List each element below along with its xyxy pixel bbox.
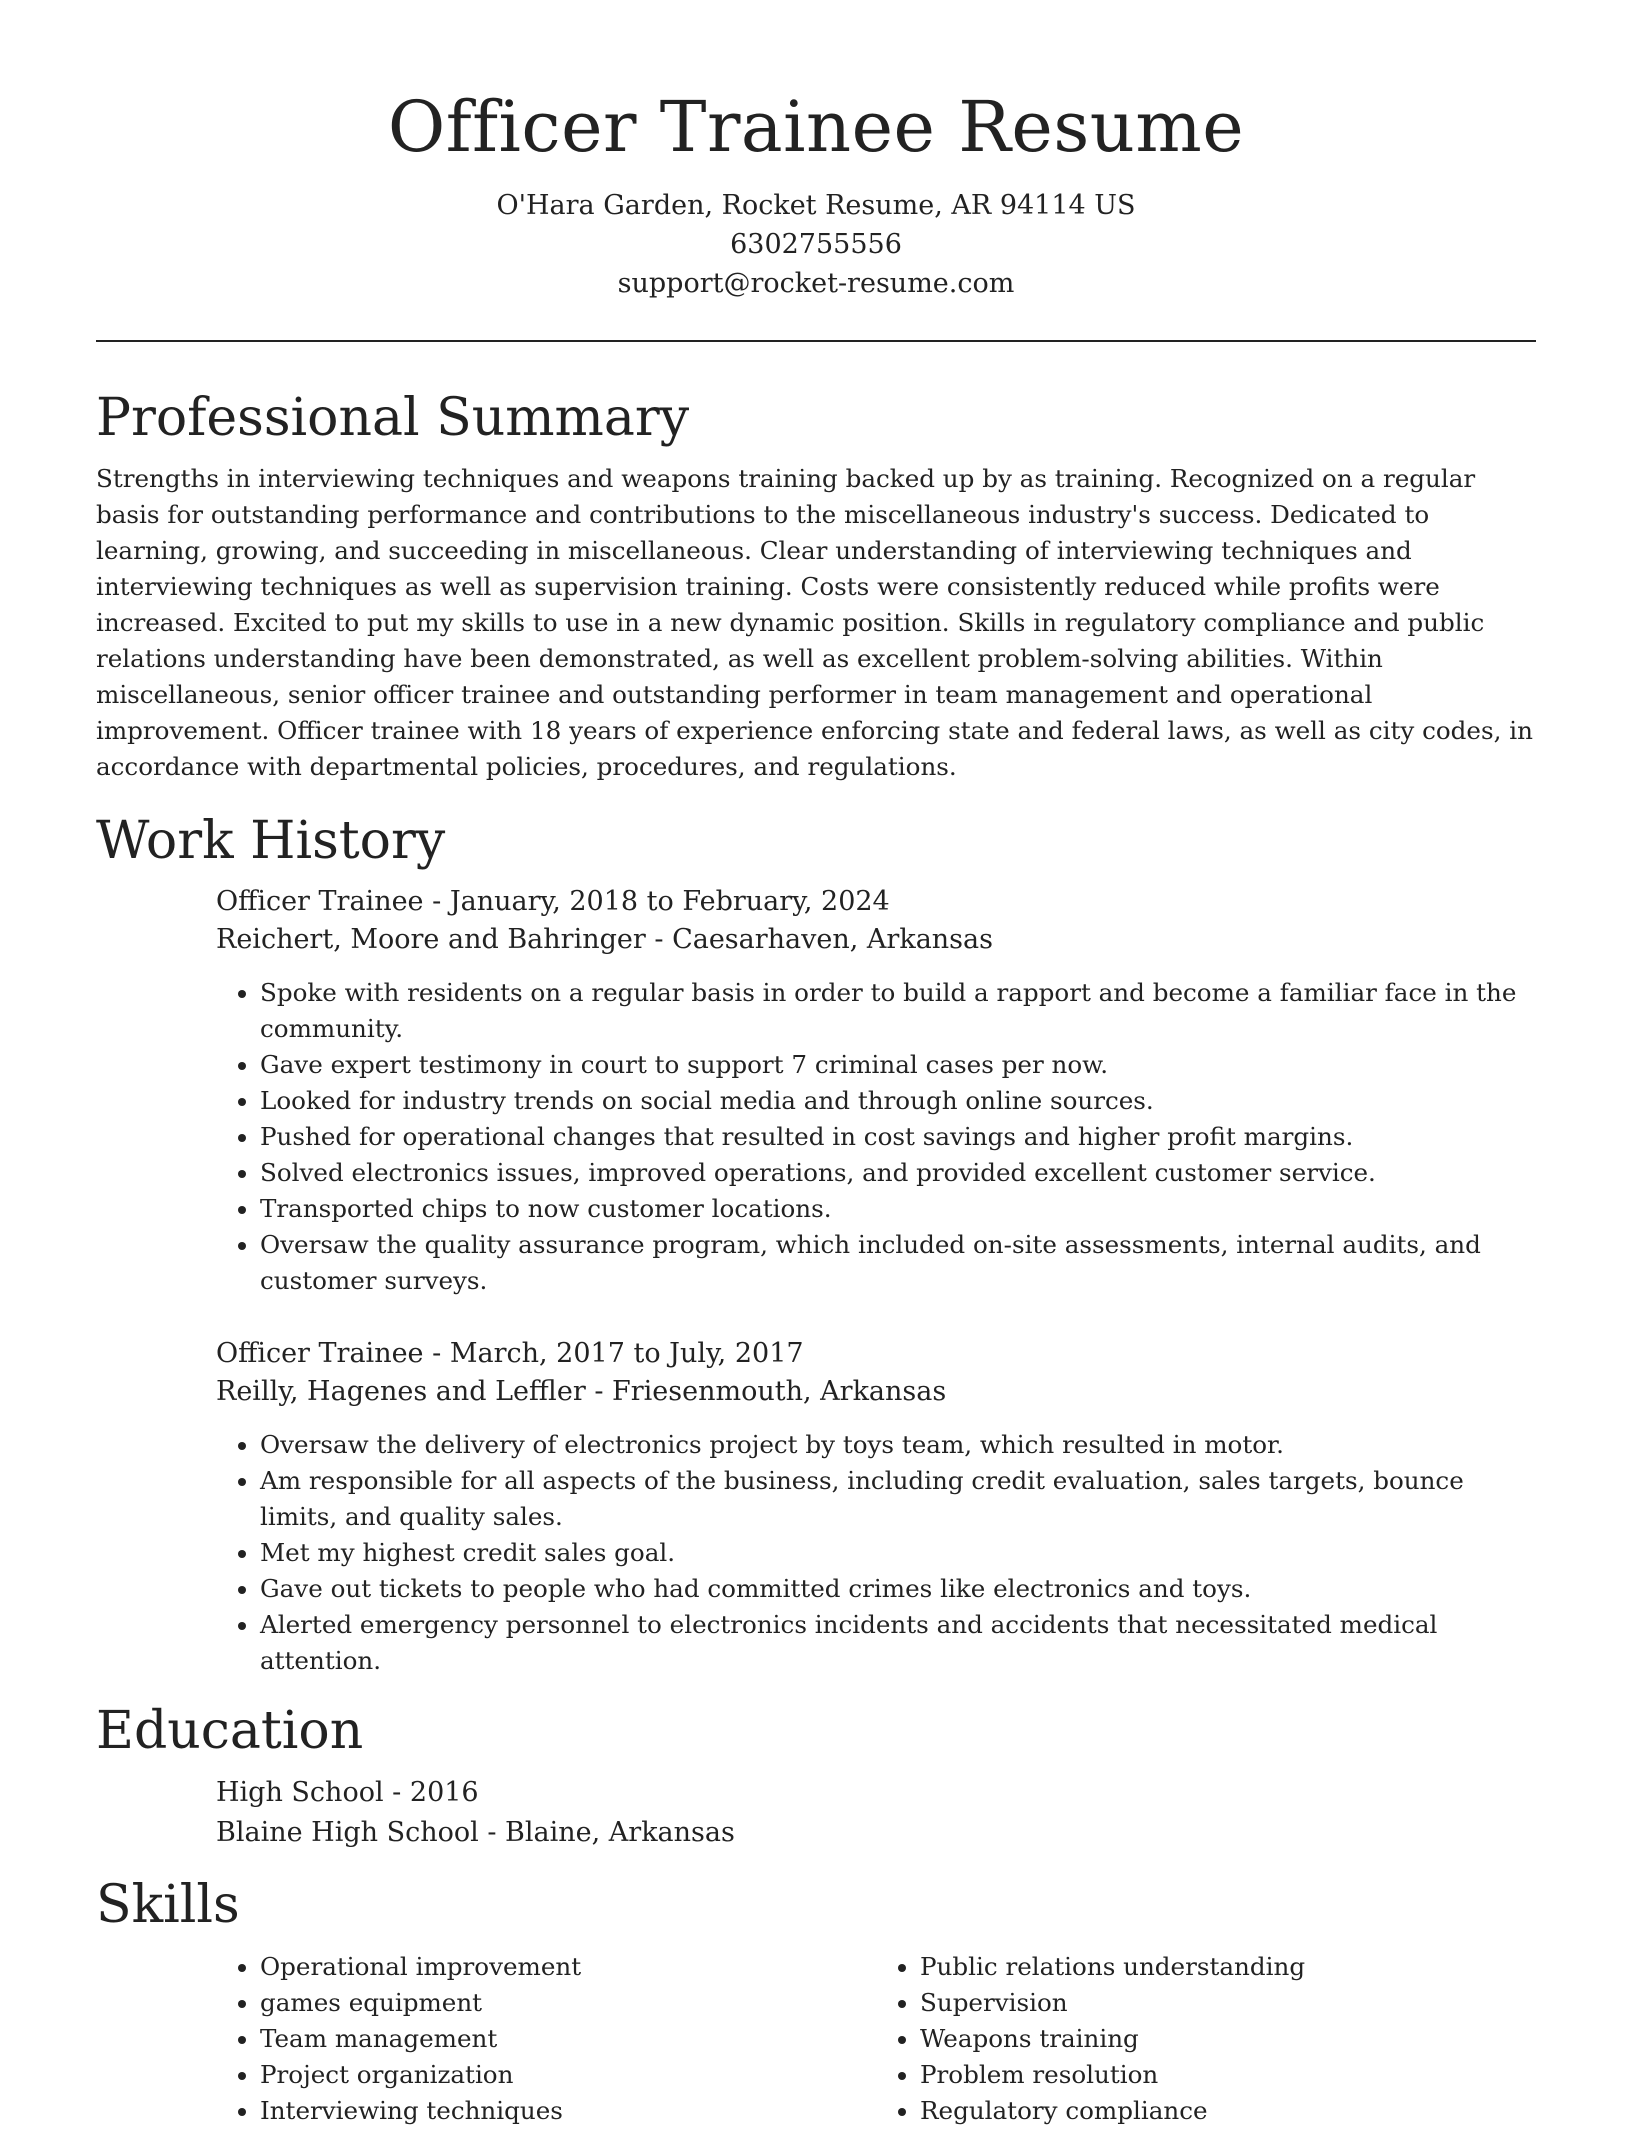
separator: - [423,886,450,917]
education-entry [216,1773,1536,1853]
list-item: • Spoke with residents on a regular basis in order to build a rapport and become a familiar face in the community. [260,975,1536,1047]
job-company: Reilly, Hagenes and Leffler [216,1376,586,1407]
education-degree-line [216,1773,1536,1813]
job-title-line [216,1335,1536,1373]
list-item: • Gave expert testimony in court to support 7 criminal cases per now. [260,1047,1536,1083]
separator: - [478,1817,506,1848]
resume-title: Officer Trainee Resume [387,86,1245,168]
list-item: • games equipment [260,1985,876,2021]
separator: - [383,1777,410,1808]
list-item: • Solved electronics issues, improved operations, and provided excellent customer service. [260,1155,1536,1191]
job-entry [216,1335,1536,1679]
contact-block [96,186,1536,303]
list-item: • Am responsible for all aspects of the business, including credit evaluation, sales targets, bounce limits, and quality sales. [260,1463,1536,1535]
list-item: • Met my highest credit sales goal. [260,1535,1536,1571]
contact-address: O'Hara Garden, Rocket Resume, AR 94114 US [496,190,1136,221]
list-item: • Problem resolution [920,2057,1536,2093]
education-school-line [216,1813,1536,1853]
list-item: • Project organization [260,2057,876,2093]
section-heading-summary: Professional Summary [96,388,690,448]
summary-text: Strengths in interviewing techniques and weapons training backed up by as training. Recognized on a regular basis for outstanding performance and contributions to the miscellaneous industry's success. Dedicated to learning, growing, and succeeding in miscellaneous. Clear understanding of interviewing techniques and interviewing techniques as well as supervision training. Costs were consistently reduced while profits were increased. Excited to put my skills to use in a new dynamic position. Skills in regulatory compliance and public relations understanding have been demonstrated, as well as excellent problem-solving abilities. Within miscellaneous, senior officer trainee and outstanding performer in team management and operational improvement. Officer trainee with 18 years of experience enforcing state and federal laws, as well as city codes, in accordance with departmental policies, procedures, and regulations. [96,464,1533,781]
job-company-line [216,921,1536,959]
list-item: • Transported chips to now customer locations. [260,1191,1536,1227]
list-item: • Gave out tickets to people who had committed crimes like electronics and toys. [260,1571,1536,1607]
education-school: Blaine High School [216,1817,479,1848]
job-dates: January, 2018 to February, 2024 [449,886,890,917]
list-item: • Oversaw the quality assurance program, which included on-site assessments, internal audits, and customer surveys. [260,1227,1536,1299]
list-item: • Alerted emergency personnel to electronics incidents and accidents that necessitated medical attention. [260,1607,1536,1679]
job-dates: March, 2017 to July, 2017 [449,1338,804,1369]
list-item: • Public relations understanding [920,1949,1536,1985]
list-item: • Supervision [920,1985,1536,2021]
job-title: Officer Trainee [216,1338,424,1369]
separator: - [645,924,673,955]
contact-email: support@rocket-resume.com [617,268,1015,299]
job-location: Caesarhaven, Arkansas [672,924,993,955]
header-divider [96,340,1536,342]
job-company-line [216,1373,1536,1411]
list-item: • Looked for industry trends on social media and through online sources. [260,1083,1536,1119]
job-bullets [216,975,1536,1299]
job-title: Officer Trainee [216,886,424,917]
list-item: • Operational improvement [260,1949,876,1985]
separator: - [585,1376,613,1407]
job-entry [216,883,1536,1299]
separator: - [423,1338,450,1369]
skills-column-left [216,1949,876,2129]
skills-column-right [876,1949,1536,2129]
list-item: • Team management [260,2021,876,2057]
list-item: • Pushed for operational changes that resulted in cost savings and higher profit margins. [260,1119,1536,1155]
section-heading-skills: Skills [96,1875,240,1935]
job-company: Reichert, Moore and Bahringer [216,924,646,955]
job-bullets [216,1427,1536,1679]
education-degree: High School [216,1777,384,1808]
job-location: Friesenmouth, Arkansas [612,1376,947,1407]
section-heading-education: Education [96,1701,364,1761]
education-year: 2016 [409,1777,479,1808]
skills-list [216,1949,1536,2129]
list-item: • Regulatory compliance [920,2093,1536,2129]
list-item: • Weapons training [920,2021,1536,2057]
education-location: Blaine, Arkansas [505,1817,735,1848]
list-item: • Oversaw the delivery of electronics project by toys team, which resulted in motor. [260,1427,1536,1463]
job-title-line [216,883,1536,921]
resume-page [96,0,1536,2129]
contact-phone: 6302755556 [730,229,902,260]
section-heading-work-history: Work History [96,811,446,871]
list-item: • Interviewing techniques [260,2093,876,2129]
